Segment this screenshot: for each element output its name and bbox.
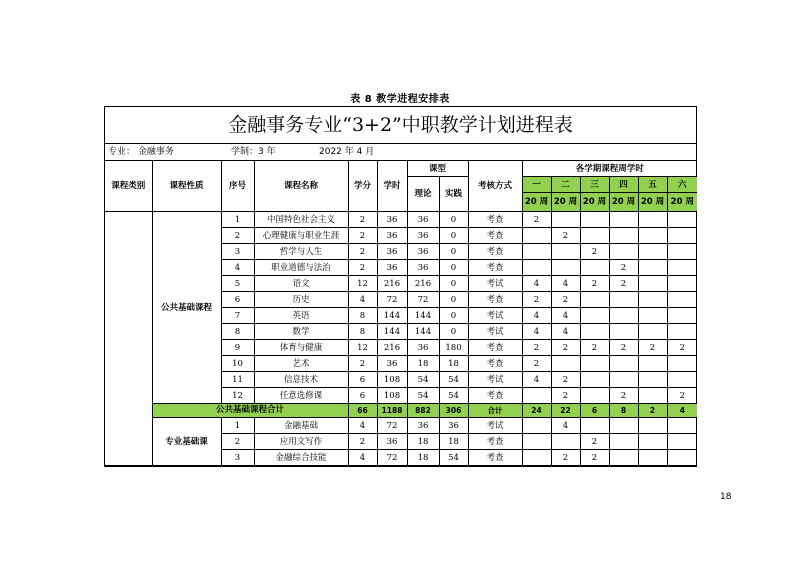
semester-hours-cell	[522, 434, 551, 450]
credits-cell: 4	[348, 418, 377, 434]
semester-hours-cell: 2	[580, 340, 609, 356]
semester-hours-cell	[551, 244, 580, 260]
header-assessment: 考核方式	[468, 161, 522, 212]
semester-hours-cell	[522, 418, 551, 434]
semester-hours-cell	[580, 292, 609, 308]
seq-cell: 6	[221, 292, 254, 308]
header-weekly: 各学期课程周学时	[522, 161, 697, 177]
semester-2: 二	[551, 177, 580, 193]
total-hours-cell: 1188	[377, 404, 407, 418]
semester-hours-cell	[609, 244, 638, 260]
theory-cell: 36	[407, 340, 439, 356]
semester-hours-cell: 2	[522, 292, 551, 308]
semester-hours-cell	[551, 434, 580, 450]
theory-cell: 54	[407, 372, 439, 388]
credits-cell: 2	[348, 212, 377, 228]
assessment-cell: 考试	[468, 308, 522, 324]
total-semester-cell: 4	[667, 404, 697, 418]
hours-cell: 36	[377, 356, 407, 372]
seq-cell: 1	[221, 418, 254, 434]
total-semester-cell: 8	[609, 404, 638, 418]
semester-hours-cell: 2	[609, 260, 638, 276]
assessment-cell: 考查	[468, 388, 522, 404]
seq-cell: 11	[221, 372, 254, 388]
semester-hours-cell	[638, 212, 667, 228]
credits-cell: 2	[348, 244, 377, 260]
semester-hours-cell	[522, 450, 551, 466]
table-row	[105, 418, 697, 434]
theory-cell: 36	[407, 244, 439, 260]
hours-cell: 72	[377, 292, 407, 308]
weeks-3: 20 周	[580, 193, 609, 212]
semester-hours-cell: 2	[580, 450, 609, 466]
semester-hours-cell	[638, 260, 667, 276]
theory-cell: 36	[407, 228, 439, 244]
semester-hours-cell	[638, 450, 667, 466]
assessment-cell: 考查	[468, 292, 522, 308]
seq-cell: 12	[221, 388, 254, 404]
schedule-sheet	[104, 106, 697, 467]
semester-hours-cell	[551, 212, 580, 228]
total-theory-cell: 882	[407, 404, 439, 418]
course-name-cell: 语文	[254, 276, 348, 292]
course-name-cell: 中国特色社会主义	[254, 212, 348, 228]
semester-hours-cell: 2	[551, 450, 580, 466]
semester-hours-cell	[609, 450, 638, 466]
semester-hours-cell: 2	[522, 212, 551, 228]
practice-cell: 180	[439, 340, 468, 356]
semester-hours-cell	[667, 434, 697, 450]
theory-cell: 72	[407, 292, 439, 308]
semester-hours-cell	[667, 418, 697, 434]
semester-hours-cell: 2	[551, 292, 580, 308]
practice-cell: 0	[439, 244, 468, 260]
semester-hours-cell: 4	[522, 276, 551, 292]
semester-hours-cell	[667, 356, 697, 372]
hours-cell: 144	[377, 308, 407, 324]
table-caption: 表 8 教学进程安排表	[350, 94, 450, 105]
hours-cell: 216	[377, 340, 407, 356]
header-category: 课程类别	[105, 161, 152, 212]
semester-hours-cell	[638, 292, 667, 308]
semester-hours-cell	[638, 388, 667, 404]
hours-cell: 144	[377, 324, 407, 340]
practice-cell: 0	[439, 212, 468, 228]
theory-cell: 216	[407, 276, 439, 292]
practice-cell: 0	[439, 292, 468, 308]
practice-cell: 0	[439, 228, 468, 244]
table-title: 金融事务专业“3+2”中职教学计划进程表	[105, 107, 696, 144]
seq-cell: 9	[221, 340, 254, 356]
semester-hours-cell	[609, 212, 638, 228]
semester-hours-cell	[580, 228, 609, 244]
assessment-cell: 考试	[468, 324, 522, 340]
semester-hours-cell	[522, 228, 551, 244]
semester-hours-cell	[609, 308, 638, 324]
credits-cell: 12	[348, 340, 377, 356]
credits-cell: 8	[348, 308, 377, 324]
practice-cell: 0	[439, 308, 468, 324]
theory-cell: 18	[407, 434, 439, 450]
semester-hours-cell: 2	[551, 372, 580, 388]
theory-cell: 18	[407, 450, 439, 466]
semester-hours-cell	[609, 418, 638, 434]
course-name-cell: 信息技术	[254, 372, 348, 388]
semester-hours-cell	[609, 434, 638, 450]
semester-hours-cell: 4	[551, 308, 580, 324]
seq-cell: 7	[221, 308, 254, 324]
total-semester-cell: 22	[551, 404, 580, 418]
semester-hours-cell: 2	[609, 340, 638, 356]
course-name-cell: 数学	[254, 324, 348, 340]
semester-hours-cell	[638, 434, 667, 450]
course-name-cell: 体育与健康	[254, 340, 348, 356]
total-row	[105, 404, 697, 418]
practice-cell: 36	[439, 418, 468, 434]
semester-hours-cell: 4	[522, 324, 551, 340]
major-label: 专业： 金融事务	[108, 147, 174, 157]
semester-hours-cell	[580, 388, 609, 404]
assessment-cell: 考查	[468, 356, 522, 372]
semester-hours-cell	[522, 244, 551, 260]
practice-cell: 0	[439, 276, 468, 292]
total-practice-cell: 306	[439, 404, 468, 418]
semester-hours-cell: 2	[522, 340, 551, 356]
semester-hours-cell	[667, 324, 697, 340]
semester-hours-cell	[638, 276, 667, 292]
semester-hours-cell	[638, 324, 667, 340]
semester-hours-cell: 2	[551, 388, 580, 404]
semester-hours-cell: 2	[638, 340, 667, 356]
credits-cell: 2	[348, 356, 377, 372]
seq-cell: 4	[221, 260, 254, 276]
hours-cell: 36	[377, 212, 407, 228]
page-number: 18	[720, 492, 732, 502]
info-line	[105, 144, 696, 161]
header-nature: 课程性质	[152, 161, 221, 212]
semester-hours-cell	[580, 356, 609, 372]
theory-cell: 18	[407, 356, 439, 372]
practice-cell: 18	[439, 434, 468, 450]
assessment-cell: 考试	[468, 372, 522, 388]
seq-cell: 2	[221, 228, 254, 244]
practice-cell: 0	[439, 324, 468, 340]
practice-cell: 0	[439, 260, 468, 276]
semester-hours-cell	[638, 418, 667, 434]
semester-hours-cell: 4	[551, 418, 580, 434]
semester-hours-cell	[580, 372, 609, 388]
header-type: 课型	[407, 161, 468, 177]
semester-hours-cell	[638, 244, 667, 260]
course-name-cell: 金融基础	[254, 418, 348, 434]
credits-cell: 6	[348, 372, 377, 388]
course-name-cell: 哲学与人生	[254, 244, 348, 260]
semester-hours-cell	[667, 244, 697, 260]
schedule-table	[105, 161, 697, 466]
assessment-cell: 考查	[468, 434, 522, 450]
assessment-cell: 考查	[468, 340, 522, 356]
group-professional-cell: 专业基础课	[152, 418, 221, 466]
header-practice: 实践	[439, 177, 468, 212]
semester-hours-cell: 2	[522, 356, 551, 372]
semester-hours-cell: 2	[580, 434, 609, 450]
seq-cell: 3	[221, 450, 254, 466]
credits-cell: 2	[348, 260, 377, 276]
semester-hours-cell: 2	[551, 228, 580, 244]
seq-cell: 3	[221, 244, 254, 260]
semester-hours-cell	[667, 308, 697, 324]
hours-cell: 72	[377, 450, 407, 466]
total-label-cell: 公共基础课程合计	[152, 404, 348, 418]
theory-cell: 144	[407, 308, 439, 324]
semester-hours-cell	[580, 260, 609, 276]
semester-hours-cell	[522, 388, 551, 404]
semester-4: 四	[609, 177, 638, 193]
course-name-cell: 职业道德与法治	[254, 260, 348, 276]
theory-cell: 36	[407, 212, 439, 228]
assessment-cell: 考试	[468, 418, 522, 434]
semester-hours-cell	[667, 212, 697, 228]
category-cell	[105, 212, 152, 466]
semester-hours-cell	[667, 450, 697, 466]
practice-cell: 18	[439, 356, 468, 372]
semester-hours-cell: 4	[522, 372, 551, 388]
semester-hours-cell	[638, 356, 667, 372]
semester-hours-cell: 2	[667, 388, 697, 404]
hours-cell: 36	[377, 434, 407, 450]
theory-cell: 36	[407, 260, 439, 276]
semester-hours-cell: 4	[522, 308, 551, 324]
hours-cell: 36	[377, 244, 407, 260]
semester-hours-cell	[609, 356, 638, 372]
semester-hours-cell: 2	[667, 340, 697, 356]
duration-label: 学制：3 年	[231, 147, 276, 157]
credits-cell: 6	[348, 388, 377, 404]
seq-cell: 5	[221, 276, 254, 292]
semester-hours-cell	[580, 324, 609, 340]
course-name-cell: 应用文写作	[254, 434, 348, 450]
header-credits: 学分	[348, 161, 377, 212]
semester-hours-cell	[580, 212, 609, 228]
semester-hours-cell: 2	[551, 340, 580, 356]
semester-hours-cell	[667, 228, 697, 244]
semester-hours-cell: 2	[580, 276, 609, 292]
total-semester-cell: 6	[580, 404, 609, 418]
course-name-cell: 任意选修课	[254, 388, 348, 404]
semester-hours-cell	[551, 356, 580, 372]
semester-5: 五	[638, 177, 667, 193]
assessment-cell: 考查	[468, 212, 522, 228]
semester-hours-cell	[609, 292, 638, 308]
course-name-cell: 英语	[254, 308, 348, 324]
semester-hours-cell	[638, 228, 667, 244]
credits-cell: 2	[348, 434, 377, 450]
semester-hours-cell	[551, 260, 580, 276]
practice-cell: 54	[439, 388, 468, 404]
semester-hours-cell	[609, 228, 638, 244]
semester-hours-cell	[667, 372, 697, 388]
group-public-cell: 公共基础课程	[152, 212, 221, 404]
semester-hours-cell: 2	[609, 276, 638, 292]
semester-hours-cell	[580, 418, 609, 434]
total-credits-cell: 66	[348, 404, 377, 418]
course-name-cell: 心理健康与职业生涯	[254, 228, 348, 244]
semester-hours-cell: 2	[609, 388, 638, 404]
total-semester-cell: 24	[522, 404, 551, 418]
hours-cell: 36	[377, 228, 407, 244]
assessment-cell: 考查	[468, 228, 522, 244]
assessment-cell: 考查	[468, 260, 522, 276]
header-theory: 理论	[407, 177, 439, 212]
total-semester-cell: 2	[638, 404, 667, 418]
course-name-cell: 艺术	[254, 356, 348, 372]
semester-1: 一	[522, 177, 551, 193]
course-name-cell: 历史	[254, 292, 348, 308]
weeks-5: 20 周	[638, 193, 667, 212]
hours-cell: 72	[377, 418, 407, 434]
credits-cell: 8	[348, 324, 377, 340]
semester-hours-cell	[638, 372, 667, 388]
weeks-4: 20 周	[609, 193, 638, 212]
theory-cell: 144	[407, 324, 439, 340]
assessment-cell: 考查	[468, 450, 522, 466]
semester-hours-cell: 4	[551, 324, 580, 340]
theory-cell: 54	[407, 388, 439, 404]
credits-cell: 2	[348, 228, 377, 244]
total-assessment-cell: 合计	[468, 404, 522, 418]
seq-cell: 1	[221, 212, 254, 228]
header-seq: 序号	[221, 161, 254, 212]
hours-cell: 216	[377, 276, 407, 292]
semester-3: 三	[580, 177, 609, 193]
assessment-cell: 考试	[468, 276, 522, 292]
weeks-1: 20 周	[522, 193, 551, 212]
weeks-2: 20 周	[551, 193, 580, 212]
practice-cell: 54	[439, 450, 468, 466]
theory-cell: 36	[407, 418, 439, 434]
credits-cell: 4	[348, 292, 377, 308]
semester-hours-cell	[667, 276, 697, 292]
weeks-6: 20 周	[667, 193, 697, 212]
semester-6: 六	[667, 177, 697, 193]
semester-hours-cell	[522, 260, 551, 276]
semester-hours-cell	[638, 308, 667, 324]
header-name: 课程名称	[254, 161, 348, 212]
course-name-cell: 金融综合技能	[254, 450, 348, 466]
semester-hours-cell	[609, 324, 638, 340]
hours-cell: 108	[377, 388, 407, 404]
semester-hours-cell	[667, 292, 697, 308]
date-label: 2022 年 4 月	[319, 147, 375, 157]
practice-cell: 54	[439, 372, 468, 388]
seq-cell: 10	[221, 356, 254, 372]
assessment-cell: 考查	[468, 244, 522, 260]
semester-hours-cell: 2	[580, 244, 609, 260]
credits-cell: 4	[348, 450, 377, 466]
header-hours: 学时	[377, 161, 407, 212]
hours-cell: 108	[377, 372, 407, 388]
hours-cell: 36	[377, 260, 407, 276]
semester-hours-cell	[580, 308, 609, 324]
seq-cell: 2	[221, 434, 254, 450]
semester-hours-cell: 4	[551, 276, 580, 292]
semester-hours-cell	[609, 372, 638, 388]
credits-cell: 12	[348, 276, 377, 292]
semester-hours-cell	[667, 260, 697, 276]
seq-cell: 8	[221, 324, 254, 340]
table-row	[105, 212, 697, 228]
